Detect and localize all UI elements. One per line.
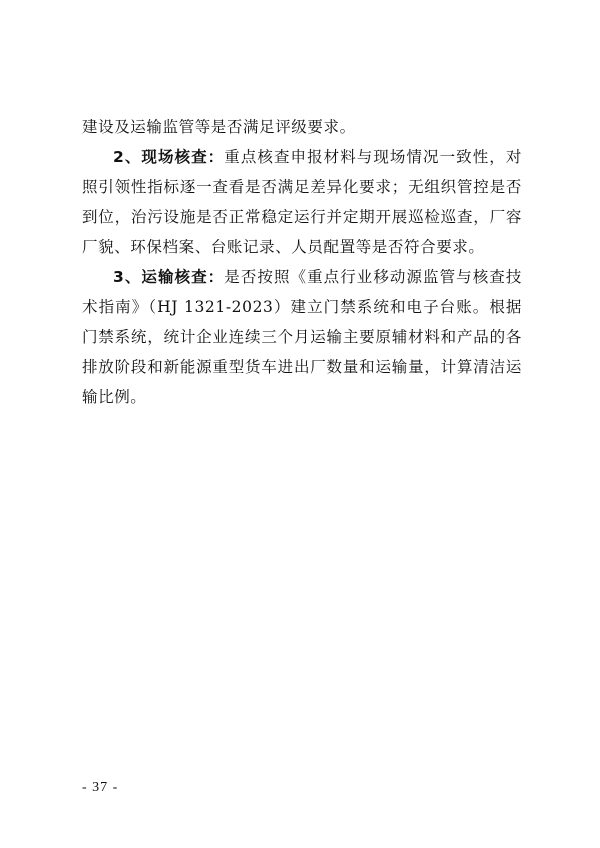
- page-number: - 37 -: [82, 780, 119, 795]
- section-text-transport-inspection: 是否按照《重点行业移动源监管与核查技术指南》（HJ 1321-2023）建立门禁系统和电子台账。根据门禁系统，统计企业连续三个月运输主要原辅材料和产品的各排放阶段和新能源重型货车进出厂数量和运输量，计算清洁运输比例。: [82, 268, 522, 406]
- section-heading-transport-inspection: 3、运输核查：: [113, 268, 225, 286]
- section-site-inspection: [82, 142, 522, 262]
- section-heading-site-inspection: 2、现场核查：: [113, 148, 225, 166]
- section-transport-inspection: [82, 262, 522, 412]
- document-body: [82, 112, 522, 412]
- section-text-site-inspection: 重点核查申报材料与现场情况一致性，对照引领性指标逐一查看是否满足差异化要求；无组织管控是否到位，治污设施是否正常稳定运行并定期开展巡检巡查，厂容厂貌、环保档案、台账记录、人员配置等是否符合要求。: [82, 148, 522, 256]
- continuation-paragraph: 建设及运输监管等是否满足评级要求。: [82, 118, 356, 136]
